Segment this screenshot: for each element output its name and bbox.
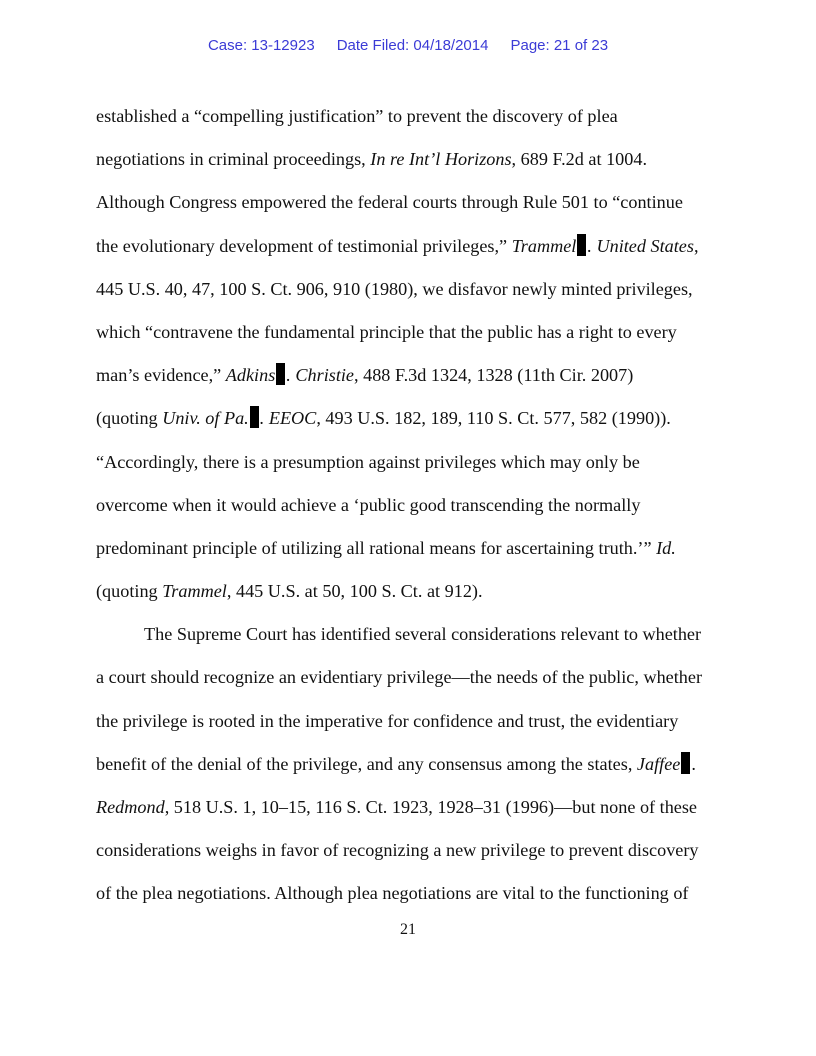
text-run: a court should recognize an evidentiary privilege—the needs of the public, whether <box>96 667 703 688</box>
text-run: established a “compelling justification” to prevent the discovery of plea <box>96 106 618 126</box>
text-run: The Supreme Court has identified several considerations relevant to whether <box>144 624 702 645</box>
text-line <box>96 268 736 311</box>
page-number: 21 <box>400 921 416 938</box>
docket-header <box>0 37 816 54</box>
case-citation: . EEOC <box>259 408 317 429</box>
text-run: (quoting <box>96 581 163 602</box>
text-line <box>96 527 736 570</box>
text-line <box>96 397 736 440</box>
case-citation: Id. <box>656 537 676 558</box>
text-line <box>96 138 736 181</box>
text-line <box>96 181 736 224</box>
text-run: the evolutionary development of testimonial privileges,” <box>96 235 512 256</box>
text-line <box>96 872 736 915</box>
case-number: Case: 13-12923 <box>207 37 315 54</box>
date-filed: Date Filed: 04/18/2014 <box>336 37 489 54</box>
text-run: , 493 U.S. 182, 189, 110 S. Ct. 577, 582 (1990)). <box>316 408 671 429</box>
text-run: negotiations in criminal proceedings, <box>96 149 371 170</box>
text-line <box>96 700 736 743</box>
case-citation: . United States <box>587 235 694 256</box>
text-run: , <box>693 235 699 256</box>
text-run: of the plea negotiations. Although plea negotiations are vital to the functioning of <box>96 883 689 904</box>
case-citation: . Christie <box>286 365 355 386</box>
text-line <box>96 786 736 829</box>
case-citation: Jaffee <box>636 753 681 774</box>
text-run: “Accordingly, there is a presumption against privileges which may only be <box>96 451 640 472</box>
text-line <box>96 613 736 656</box>
redaction-mark <box>577 234 586 256</box>
text-run: the privilege is rooted in the imperative for confidence and trust, the evidentiary <box>96 710 679 731</box>
case-citation: Trammel <box>511 235 577 256</box>
text-run: , 488 F.3d 1324, 1328 (11th Cir. 2007) <box>354 365 634 386</box>
text-line <box>96 225 736 268</box>
text-run: man’s evidence,” <box>96 365 226 386</box>
page-of-total: Page: 21 of 23 <box>510 37 609 54</box>
opinion-text <box>96 95 736 916</box>
case-citation: Trammel <box>162 581 227 602</box>
text-run: overcome when it would achieve a ‘public good transcending the normally <box>96 494 641 515</box>
text-run: , 518 U.S. 1, 10–15, 116 S. Ct. 1923, 1928–31 (1996)—but none of these <box>164 797 698 817</box>
redaction-mark <box>250 406 259 428</box>
case-citation: Redmond <box>96 797 165 817</box>
text-line <box>96 484 736 527</box>
text-line <box>96 743 736 786</box>
text-line <box>96 354 736 397</box>
redaction-mark <box>276 363 285 385</box>
text-run: , 445 U.S. at 50, 100 S. Ct. at 912). <box>226 581 483 602</box>
text-run: which “contravene the fundamental principle that the public has a right to every <box>96 321 677 342</box>
redaction-mark <box>681 752 690 774</box>
text-line <box>96 95 736 138</box>
text-run: 445 U.S. 40, 47, 100 S. Ct. 906, 910 (1980), we disfavor newly minted privileges, <box>96 278 693 299</box>
text-run: , 689 F.2d at 1004. <box>511 149 648 170</box>
text-line <box>96 311 736 354</box>
text-run: . <box>691 753 696 774</box>
case-citation: Adkins <box>225 365 276 386</box>
text-run: predominant principle of utilizing all rational means for ascertaining truth.’” <box>96 537 657 558</box>
case-citation: Univ. of Pa. <box>162 408 249 429</box>
text-line <box>96 829 736 872</box>
case-citation: In re Int’l Horizons <box>370 149 512 170</box>
text-run: benefit of the denial of the privilege, and any consensus among the states, <box>96 753 637 774</box>
text-run: Although Congress empowered the federal courts through Rule 501 to “continue <box>96 192 683 213</box>
text-run: (quoting <box>96 408 163 429</box>
text-line <box>96 570 736 613</box>
text-line <box>96 656 736 699</box>
text-line <box>96 441 736 484</box>
text-run: considerations weighs in favor of recognizing a new privilege to prevent discovery <box>96 840 699 861</box>
